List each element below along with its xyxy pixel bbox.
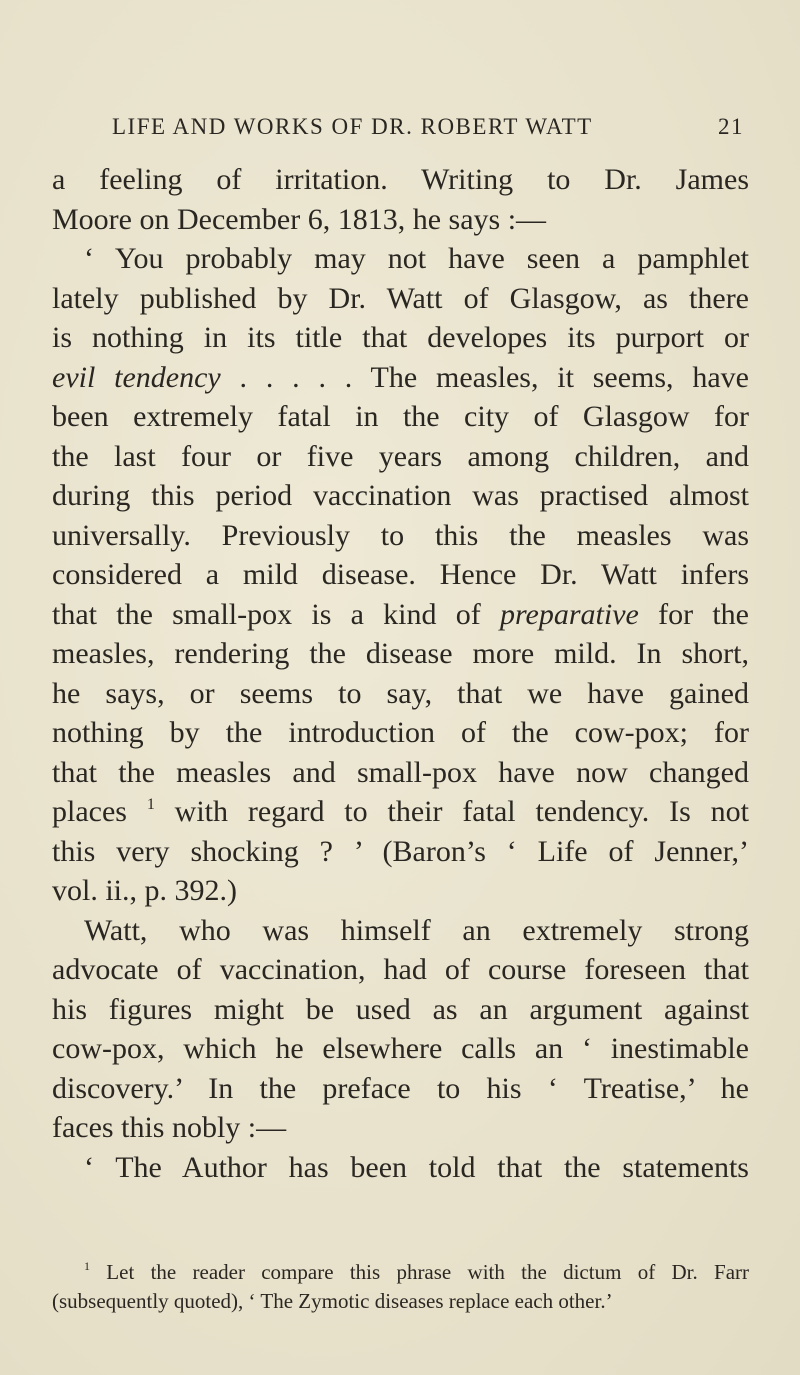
footnote-marker: 1 [146,796,155,813]
text-line: been extremely fatal in the city of Glasgow for [52,400,749,433]
text-line [52,358,749,398]
text-line: is nothing in its title that developes its purport or [52,321,749,354]
text-line: the last four or five years among children, and [52,439,749,473]
footnote-text: Let the reader compare this phrase with the dictum of Dr. Farr [106,1260,750,1284]
text-line: that the measles and small-pox have now changed [52,755,749,789]
text-line: lately published by Dr. Watt of Glasgow, as there [52,281,749,315]
italic-phrase: preparative [500,597,639,631]
footnotes [52,1258,749,1316]
footnote-marker: 1 [84,1259,90,1273]
text-line: he says, or seems to say, that we have gained [52,676,749,710]
text-line: universally. Previously to this the measles was [52,518,749,552]
text-run: for the [638,597,749,631]
text-line [52,595,749,635]
text-line: his figures might be used as an argument against [52,992,749,1026]
footnote-line [52,1258,749,1287]
text-line: faces this nobly :— [52,1111,287,1144]
text-run: with regard to their fatal tendency. Is not [154,795,749,828]
text-run: . . . . . The measles, it seems, have [220,360,749,394]
footnote-line: (subsequently quoted), ‘ The Zymotic diseases replace each other.’ [52,1289,613,1313]
text-line: nothing by the introduction of the cow-pox; for [52,716,749,749]
body-text [52,160,749,1187]
running-title: LIFE AND WORKS OF DR. ROBERT WATT [112,114,593,139]
text-line: ‘ The Author has been told that the statements [84,1150,749,1184]
text-line: vol. ii., p. 392.) [52,874,237,907]
text-line: advocate of vaccination, had of course foreseen that [52,953,749,986]
italic-phrase: evil tendency [52,360,221,394]
text-line: ‘ You probably may not have seen a pamphlet [84,242,749,275]
text-run: that the small-pox is a kind of [52,597,500,631]
running-head [112,114,744,144]
text-line: during this period vaccination was practised almost [52,479,749,512]
text-line: discovery.’ In the preface to his ‘ Treatise,’ he [52,1071,749,1105]
text-line: Watt, who was himself an extremely strong [84,913,749,947]
text-line: Moore on December 6, 1813, he says :— [52,202,547,236]
text-line: measles, rendering the disease more mild. In short, [52,637,749,670]
text-line: a feeling of irritation. Writing to Dr. James [52,163,749,196]
text-line: considered a mild disease. Hence Dr. Watt infers [52,558,749,591]
page-number: 21 [718,114,744,139]
text-run: places [52,795,147,828]
text-line: cow-pox, which he elsewhere calls an ‘ inestimable [52,1032,749,1065]
text-line: this very shocking ? ’ (Baron’s ‘ Life of Jenner,’ [52,834,749,868]
text-line [52,792,749,832]
